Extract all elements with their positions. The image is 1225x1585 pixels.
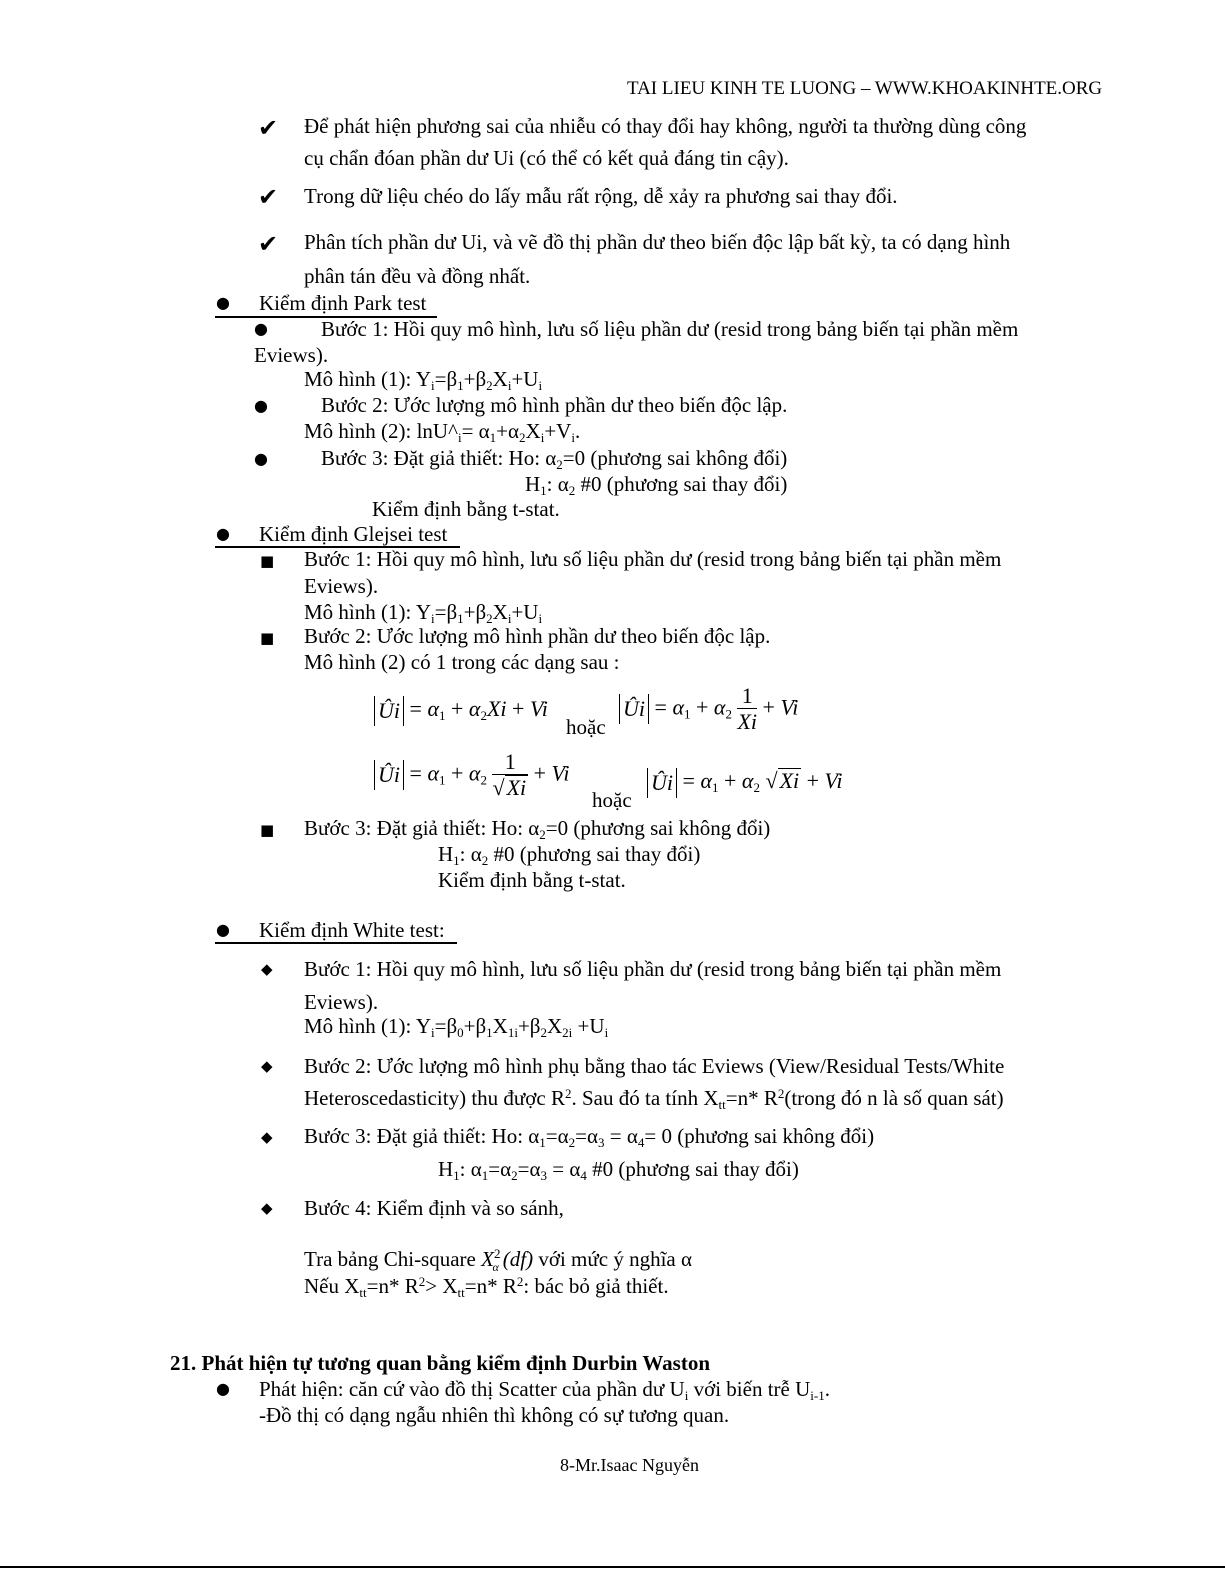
check-item-3-line1: Phân tích phần dư Ui, và vẽ đồ thị phần dư theo biến độc lập bất kỳ, ta có dạng hình [304,230,1011,254]
white-model1: Mô hình (1): $Y_i=\beta_0+\beta_1X_{1i}+\beta_2X_{2i} +U_i$ [304,1014,609,1040]
white-h1: $H_1$: $\alpha_1=\alpha_2=\alpha_3 = \alpha_4$ #0 (phương sai thay đổi) [438,1157,799,1183]
equation-4: Ûi = $\alpha_1 + \alpha_2$ √Xi + Vi [647,768,842,798]
checkmark-icon: ✔ [258,183,279,211]
section-21-line2: -Đồ thị có dạng ngẫu nhiên thì không có sự tương quan. [259,1403,730,1427]
bullet-icon: ● [254,396,268,415]
glejser-step1-cont: Eviews). [304,574,379,598]
diamond-bullet-icon: ◆ [261,1057,273,1075]
white-step2-line2: Heteroscedasticity) thu được $R^2$. Sau đó ta tính $X_{tt}=n*$ $R^2(trong$ đó n là số quan sát) [304,1086,1004,1112]
page-header: TAI LIEU KINH TE LUONG – WWW.KHOAKINHTE.ORG [627,78,1103,99]
glejser-step3: Bước 3: Đặt giả thiết: Ho: $\alpha_2=0$ (phương sai không đổi) [304,816,771,842]
white-heading: Kiểm định White test: [259,918,445,942]
page-bottom-rule [0,1566,1225,1568]
white-step2: Bước 2: Ước lượng mô hình phụ bằng thao tác Eviews (View/Residual Tests/White [304,1054,1005,1078]
bullet-icon: ● [254,449,268,468]
white-step1: Bước 1: Hồi quy mô hình, lưu số liệu phần dư (resid trong bảng biến tại phần mềm [304,957,1002,981]
diamond-bullet-icon: ◆ [261,960,273,978]
white-step1-cont: Eviews). [304,990,379,1014]
white-step3: Bước 3: Đặt giả thiết: Ho: $\alpha_1=\alpha_2=\alpha_3 = \alpha_4= 0$ (phương sai không đổi) [304,1124,875,1150]
equation-1: Ûi = $\alpha_1 + \alpha_2Xi + Vi$ [374,696,548,726]
bullet-icon: ● [216,293,230,312]
glejser-h1: $H_1$: $\alpha_2$ #0 (phương sai thay đổi) [438,842,701,868]
square-bullet-icon: ■ [260,629,275,647]
check-item-2: Trong dữ liệu chéo do lấy mẫu rất rộng, dễ xảy ra phương sai thay đổi. [304,184,898,208]
park-test: Kiểm định bằng t-stat. [372,497,560,521]
or-text: hoặc [592,788,632,812]
glejser-step2: Bước 2: Ước lượng mô hình phần dư theo biến độc lập. [304,624,771,648]
chi-square-line: Tra bảng Chi-square $X^2_\alpha$ (df) với mức ý nghĩa α [304,1246,692,1274]
check-item-1-line1: Để phát hiện phương sai của nhiễu có thay đổi hay không, người ta thường dùng công [304,114,1027,138]
glejser-model2: Mô hình (2) có 1 trong các dạng sau : [304,650,620,674]
bullet-icon: ● [254,319,268,338]
reject-rule: Nếu $X_{tt}=n*$ $R^2> X_{tt}=n*$ $R^2$: bác bỏ giả thiết. [304,1274,669,1300]
checkmark-icon: ✔ [258,230,279,258]
bullet-icon: ● [216,1379,230,1398]
park-step1: Bước 1: Hồi quy mô hình, lưu số liệu phần dư (resid trong bảng biến tại phần mềm [321,317,1019,341]
park-h1: $H_1$: $\alpha_2$ #0 (phương sai thay đổi) [525,472,788,498]
glejser-heading: Kiểm định Glejsei test [259,522,448,546]
white-heading-underline [215,942,457,944]
check-item-1-line2: cụ chẩn đóan phần dư Ui (có thể có kết quả đáng tin cậy). [304,146,789,170]
bullet-icon: ● [216,524,230,543]
page-footer: 8-Mr.Isaac Nguyễn [560,1455,699,1475]
bullet-icon: ● [216,920,230,939]
glejser-step1: Bước 1: Hồi quy mô hình, lưu số liệu phần dư (resid trong bảng biến tại phần mềm [304,547,1002,571]
park-heading: Kiểm định Park test [259,291,427,315]
park-step2: Bước 2: Ước lượng mô hình phần dư theo biến độc lập. [321,393,788,417]
section-21-title: 21. Phát hiện tự tương quan bằng kiểm định Durbin Waston [170,1351,711,1375]
glejser-test: Kiểm định bằng t-stat. [438,868,626,892]
checkmark-icon: ✔ [258,114,279,142]
park-model1: Mô hình (1): $Y_i=\beta_1+\beta_2X_i+U_i$ [304,367,543,393]
glejser-model1: Mô hình (1): $Y_i=\beta_1+\beta_2X_i+U_i$ [304,600,543,626]
diamond-bullet-icon: ◆ [261,1199,273,1217]
diamond-bullet-icon: ◆ [261,1128,273,1146]
square-bullet-icon: ■ [260,821,275,839]
equation-2: Ûi = $\alpha_1 + \alpha_2$ $\frac{1}{Xi}$ + Vi [619,684,798,734]
white-step4: Bước 4: Kiểm định và so sánh, [304,1196,564,1220]
or-text: hoặc [566,715,606,739]
park-step3: Bước 3: Đặt giả thiết: Ho: $\alpha_2=0$ (phương sai không đổi) [321,446,788,472]
section-21-bullet: Phát hiện: căn cứ vào đồ thị Scatter của phần dư $U_i$ với biến trễ $U_{i-1}$. [259,1377,830,1403]
square-bullet-icon: ■ [260,552,275,570]
equation-3: Ûi = $\alpha_1 + \alpha_2$ $\frac{1}{√Xi}$ + Vi [374,750,569,800]
park-step1-cont: Eviews). [254,343,329,367]
park-model2: Mô hình (2): $\ln U\^{}_i= \alpha_1+\alpha_2X_i+V_i$. [304,419,581,445]
check-item-3-line2: phân tán đều và đồng nhất. [304,264,531,288]
